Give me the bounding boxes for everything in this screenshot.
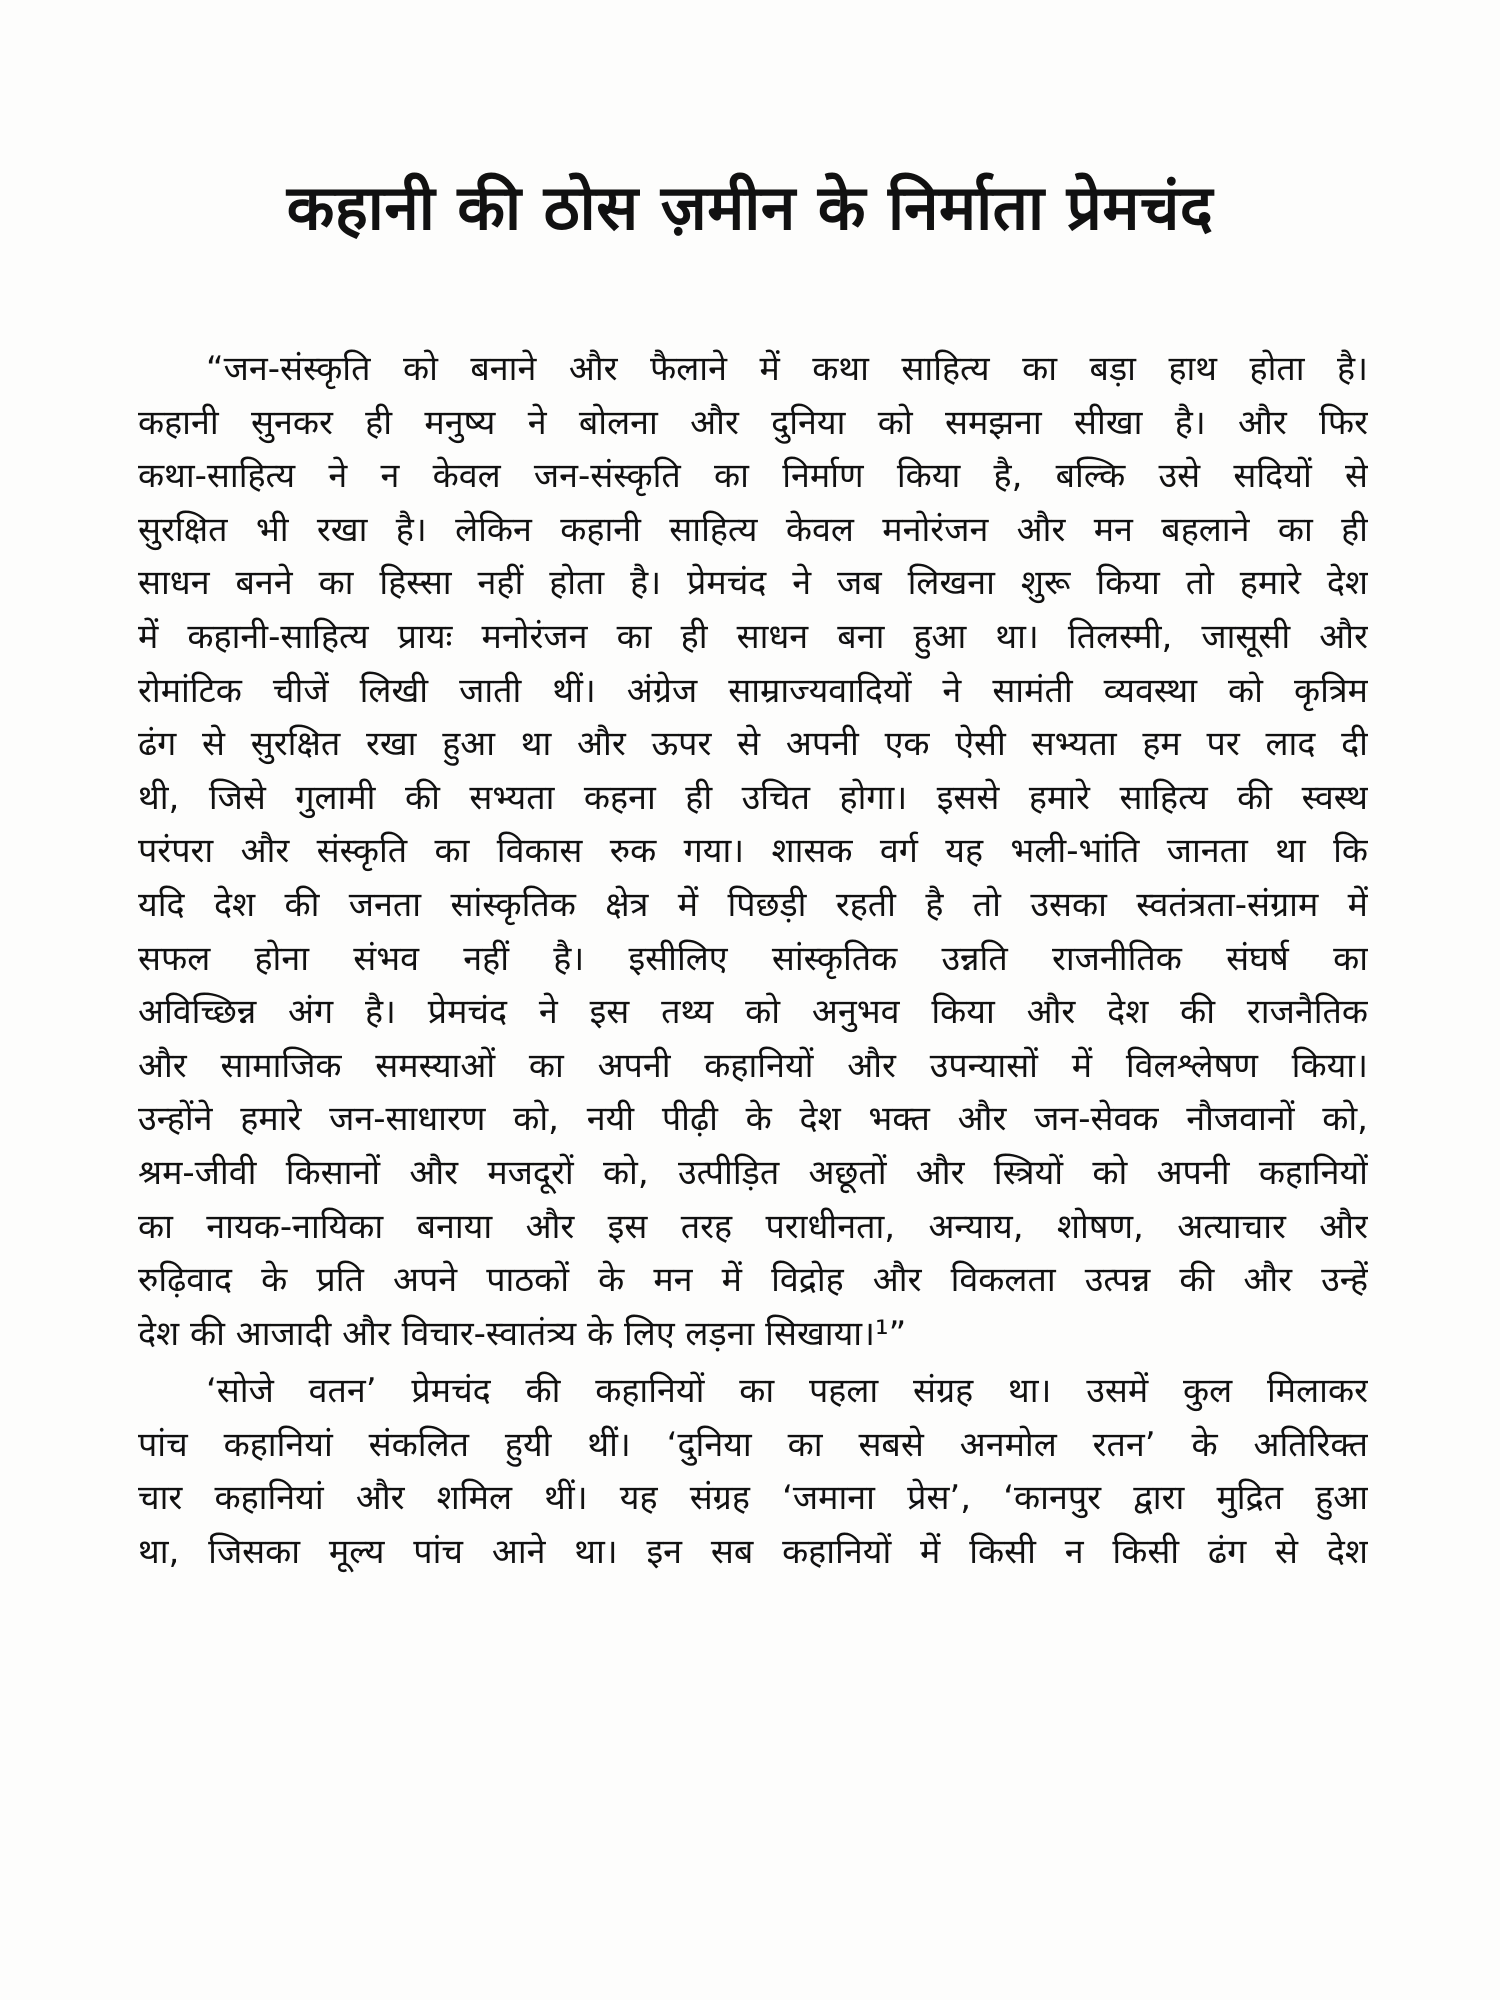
text-line: में कहानी-साहित्य प्रायः मनोरंजन का ही साधन बना हुआ था। तिलस्मी, जासूसी और [138, 616, 1368, 657]
paragraph-soje-vatan [138, 1365, 1368, 1579]
paragraph-quote [138, 343, 1368, 1361]
text-line: “जन-संस्कृति को बनाने और फैलाने में कथा साहित्य का बड़ा हाथ होता है। [206, 349, 1368, 389]
text-line: था, जिसका मूल्य पांच आने था। इन सब कहानियों में किसी न किसी ढंग से देश [138, 1532, 1368, 1573]
text-line: कहानी सुनकर ही मनुष्य ने बोलना और दुनिया को समझना सीखा है। और फिर [138, 402, 1368, 443]
text-line: ‘सोजे वतन’ प्रेमचंद की कहानियों का पहला संग्रह था। उसमें कुल मिलाकर [206, 1371, 1368, 1412]
text-line: रोमांटिक चीजें लिखी जाती थीं। अंग्रेज साम्राज्यवादियों ने सामंती व्यवस्था को कृत्रिम [138, 670, 1368, 711]
text-line: पांच कहानियां संकलित हुयी थीं। ‘दुनिया का सबसे अनमोल रतन’ के अतिरिक्त [138, 1424, 1368, 1465]
text-line: थी, जिसे गुलामी की सभ्यता कहना ही उचित होगा। इससे हमारे साहित्य की स्वस्थ [138, 777, 1368, 818]
text-line: यदि देश की जनता सांस्कृतिक क्षेत्र में पिछड़ी रहती है तो उसका स्वतंत्रता-संग्राम में [138, 884, 1368, 925]
text-line: चार कहानियां और शमिल थीं। यह संग्रह ‘जमाना प्रेस’, ‘कानपुर द्वारा मुद्रित हुआ [138, 1478, 1368, 1519]
text-line: कथा-साहित्य ने न केवल जन-संस्कृति का निर्माण किया है, बल्कि उसे सदियों से [138, 456, 1368, 497]
text-line: का नायक-नायिका बनाया और इस तरह पराधीनता, अन्याय, शोषण, अत्याचार और [138, 1206, 1368, 1247]
text-line: श्रम-जीवी किसानों और मजदूरों को, उत्पीड़ित अछूतों और स्त्रियों को अपनी कहानियों [138, 1152, 1368, 1193]
text-line: रुढ़िवाद के प्रति अपने पाठकों के मन में विद्रोह और विकलता उत्पन्न की और उन्हें [138, 1260, 1368, 1301]
text-line: सफल होना संभव नहीं है। इसीलिए सांस्कृतिक उन्नति राजनीतिक संघर्ष का [138, 938, 1368, 979]
text-line: उन्होंने हमारे जन-साधारण को, नयी पीढ़ी के देश भक्त और जन-सेवक नौजवानों को, [138, 1099, 1368, 1140]
text-line: परंपरा और संस्कृति का विकास रुक गया। शासक वर्ग यह भली-भांति जानता था कि [138, 831, 1368, 872]
chapter-title: कहानी की ठोस ज़मीन के निर्माता प्रेमचंद [286, 171, 1214, 244]
text-line: सुरक्षित भी रखा है। लेकिन कहानी साहित्य केवल मनोरंजन और मन बहलाने का ही [138, 509, 1368, 550]
text-line: और सामाजिक समस्याओं का अपनी कहानियों और उपन्यासों में विलश्लेषण किया। [138, 1045, 1368, 1086]
text-line: देश की आजादी और विचार-स्वातंत्र्य के लिए लड़ना सिखाया।¹” [138, 1313, 907, 1354]
text-line: अविच्छिन्न अंग है। प्रेमचंद ने इस तथ्य को अनुभव किया और देश की राजनैतिक [138, 992, 1368, 1033]
body-text [138, 343, 1368, 1580]
text-line: ढंग से सुरक्षित रखा हुआ था और ऊपर से अपनी एक ऐसी सभ्यता हम पर लाद दी [138, 724, 1368, 765]
text-line: साधन बनने का हिस्सा नहीं होता है। प्रेमचंद ने जब लिखना शुरू किया तो हमारे देश [138, 563, 1368, 604]
